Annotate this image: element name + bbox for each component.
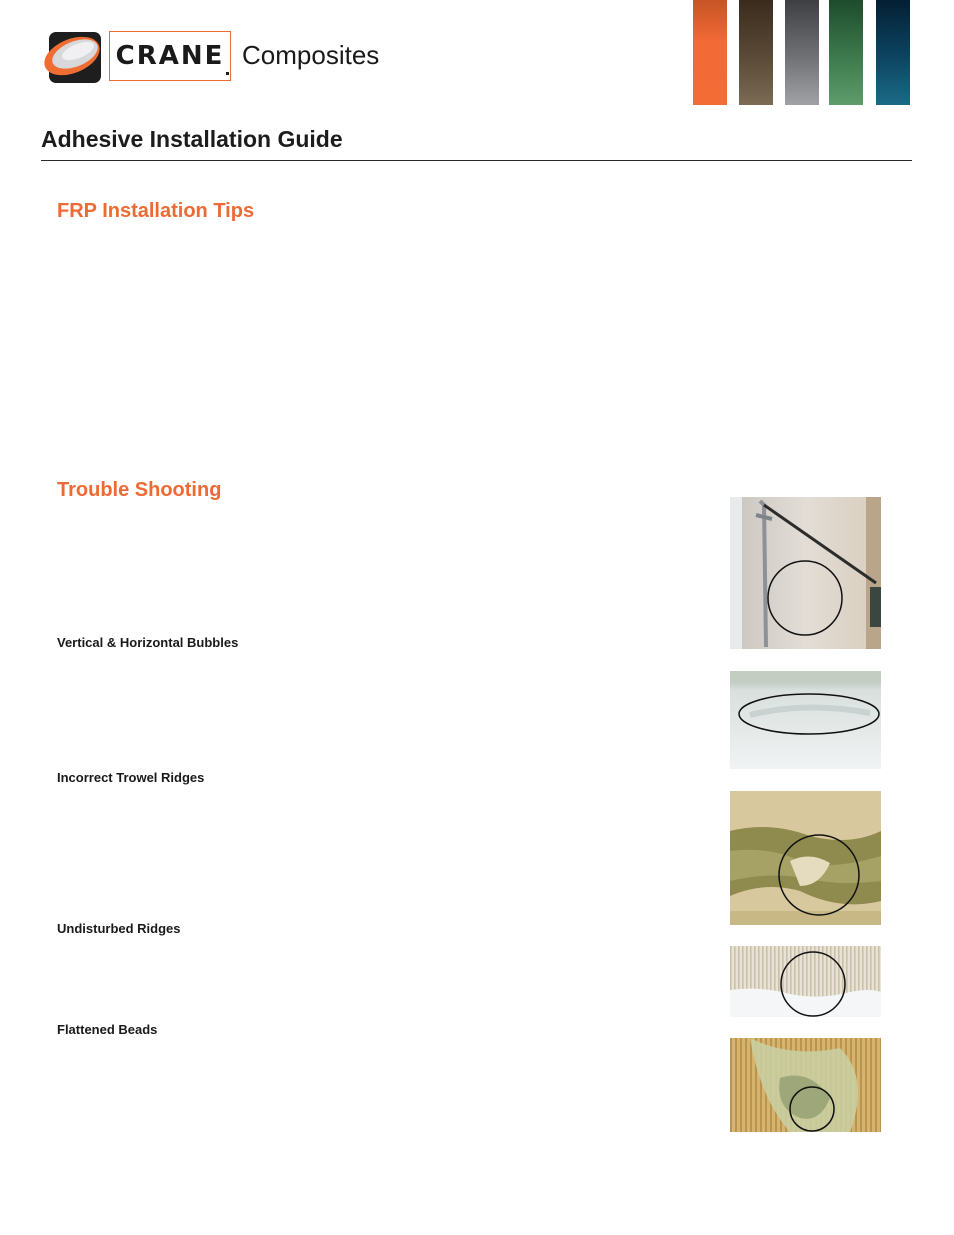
page-title: Adhesive Installation Guide [41,126,343,152]
section-heading-trouble-shooting: Trouble Shooting [57,479,222,501]
issue-label-flattened-beads: Flattened Beads [57,1022,158,1037]
photo-flattened-beads [730,946,881,1017]
crane-logo-emblem [42,30,102,84]
color-swatch-orange [693,0,727,105]
photo-trowel-ridges [730,671,881,769]
logo-dot [226,72,229,75]
color-swatch-green [829,0,863,105]
section-heading-installation-tips: FRP Installation Tips [57,200,255,222]
logo-product-text: Composites [242,40,380,70]
photo-undisturbed-ridges [730,791,881,925]
color-swatch-gray [785,0,819,105]
title-divider [41,160,912,161]
photo-peeled-panel [730,1038,881,1132]
issue-label-bubbles: Vertical & Horizontal Bubbles [57,635,239,650]
photo-bubbles [730,497,881,649]
crane-logo-box [109,31,231,81]
color-swatch-brown [739,0,773,105]
issue-label-trowel-ridges: Incorrect Trowel Ridges [57,770,205,785]
color-swatch-teal [876,0,910,105]
issue-label-undisturbed-ridges: Undisturbed Ridges [57,921,181,936]
logo-brand-text: CRANE [115,41,225,71]
